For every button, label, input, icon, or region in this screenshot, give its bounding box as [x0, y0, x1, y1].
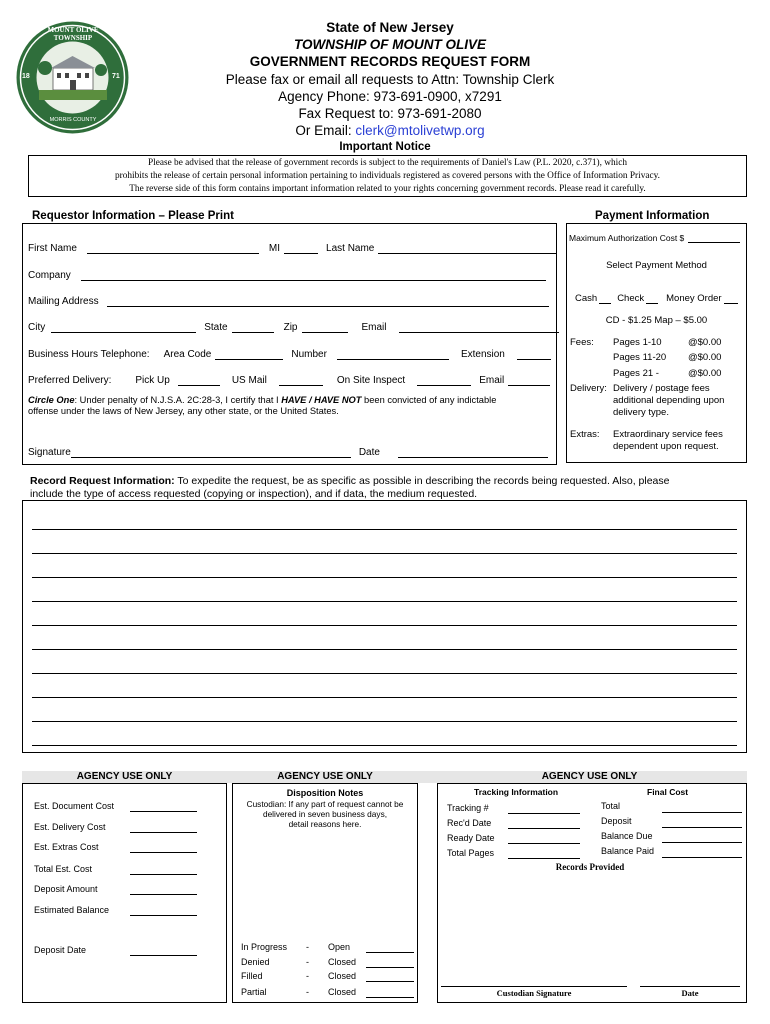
- extras-label: Extras:: [570, 429, 600, 440]
- balance-paid-field[interactable]: [662, 857, 742, 858]
- number-field[interactable]: [337, 348, 449, 360]
- seal-bottom-text: MORRIS COUNTY: [49, 117, 97, 123]
- ready-date-label: Ready Date: [447, 833, 495, 843]
- have-not-option[interactable]: HAVE NOT: [314, 395, 362, 405]
- est-document-cost-field[interactable]: [130, 811, 197, 812]
- payment-title: Payment Information: [595, 210, 710, 222]
- extension-label: Extension: [460, 349, 505, 360]
- max-auth-label: Maximum Authorization Cost $: [569, 233, 685, 243]
- delivery-line-2: additional depending upon: [613, 395, 725, 406]
- disposition-title: Disposition Notes: [286, 788, 364, 798]
- status-dash: -: [306, 957, 309, 967]
- estimated-balance-field[interactable]: [130, 915, 197, 916]
- date-field[interactable]: [398, 446, 548, 458]
- city-row: [28, 321, 563, 333]
- area-code-field[interactable]: [215, 348, 283, 360]
- state-label: State: [204, 322, 228, 333]
- company-label: Company: [28, 270, 71, 281]
- disposition-line-2: delivered in seven business days,: [262, 809, 388, 819]
- mailing-address-field[interactable]: [107, 295, 549, 307]
- status-dash: -: [306, 971, 309, 981]
- signature-label: Signature: [28, 447, 71, 458]
- state-title: State of New Jersey: [326, 20, 454, 35]
- record-request-text-2: include the type of access requested (copying or inspection), and if data, the medium requested.: [30, 488, 478, 500]
- last-name-field[interactable]: [378, 242, 556, 254]
- cert-line-2: offense under the laws of New Jersey, any other state, or the United States.: [28, 406, 339, 416]
- tracking-number-label: Tracking #: [447, 803, 489, 813]
- extension-field[interactable]: [517, 348, 551, 360]
- delivery-label: Delivery:: [570, 383, 607, 394]
- request-line[interactable]: [32, 721, 737, 722]
- on-site-field[interactable]: [417, 374, 471, 386]
- status-closed: Closed: [328, 957, 357, 967]
- status-open-field[interactable]: [366, 952, 414, 953]
- form-title: GOVERNMENT RECORDS REQUEST FORM: [249, 54, 531, 69]
- notice-line-2: prohibits the release of certain personal information pertaining to individuals registered as covered persons with the Office of Information Privacy.: [115, 171, 660, 181]
- estimated-balance-label: Estimated Balance: [34, 905, 110, 915]
- us-mail-label: US Mail: [231, 375, 267, 386]
- request-line[interactable]: [32, 673, 737, 674]
- name-row: [28, 242, 560, 254]
- on-site-label: On Site Inspect: [336, 375, 406, 386]
- est-delivery-cost-label: Est. Delivery Cost: [34, 822, 106, 832]
- city-field[interactable]: [51, 321, 196, 333]
- state-field[interactable]: [232, 321, 274, 333]
- status-partial: Partial: [241, 987, 267, 997]
- first-name-field[interactable]: [87, 242, 259, 254]
- status-in-progress: In Progress: [241, 942, 288, 952]
- notice-line-3: The reverse side of this form contains important information related to your rights concerning government records. Please read it carefully.: [129, 184, 646, 194]
- max-auth-field[interactable]: [688, 229, 740, 243]
- final-deposit-field[interactable]: [662, 827, 742, 828]
- request-line[interactable]: [32, 553, 737, 554]
- request-line[interactable]: [32, 697, 737, 698]
- circle-one-label: Circle One: [28, 395, 75, 405]
- signature-field[interactable]: [71, 446, 351, 458]
- fee-pages-2: Pages 11-20: [613, 352, 667, 363]
- select-payment-method: Select Payment Method: [606, 260, 707, 271]
- deposit-amount-label: Deposit Amount: [34, 884, 98, 894]
- status-closed: Closed: [328, 971, 357, 981]
- recd-date-field[interactable]: [508, 828, 580, 829]
- final-total-label: Total: [601, 801, 621, 811]
- est-extras-cost-label: Est. Extras Cost: [34, 842, 99, 852]
- status-dash: -: [306, 942, 309, 952]
- clerk-email-link[interactable]: clerk@mtolivetwp.org: [355, 123, 485, 138]
- deposit-date-label: Deposit Date: [34, 945, 87, 955]
- requestor-box: [22, 223, 557, 465]
- record-request-box[interactable]: [22, 500, 747, 753]
- balance-paid-label: Balance Paid: [601, 846, 655, 856]
- email-label: Email: [361, 322, 387, 333]
- custodian-date-field[interactable]: [640, 986, 740, 987]
- custodian-signature-label: Custodian Signature: [496, 988, 572, 998]
- email-delivery-label: Email: [479, 375, 505, 386]
- cert-text-a: : Under penalty of N.J.S.A. 2C:28-3, I certify that I: [74, 395, 282, 405]
- city-label: City: [28, 322, 46, 333]
- extras-line-2: dependent upon request.: [613, 441, 719, 452]
- number-label: Number: [291, 349, 327, 360]
- final-cost-title: Final Cost: [647, 787, 689, 797]
- est-extras-cost-field[interactable]: [130, 852, 197, 853]
- mi-field[interactable]: [284, 242, 318, 254]
- fee-pages-1: Pages 1-10: [613, 337, 662, 348]
- township-seal: [15, 20, 130, 135]
- status-dash: -: [306, 987, 309, 997]
- first-name-label: First Name: [28, 243, 77, 254]
- fees-label: Fees:: [570, 337, 594, 348]
- status-partial-field[interactable]: [366, 997, 414, 998]
- certification-text: [28, 395, 496, 405]
- agency-tracking-box: [437, 783, 747, 1003]
- us-mail-field[interactable]: [279, 374, 323, 386]
- business-phone-label: Business Hours Telephone:: [28, 349, 150, 360]
- last-name-label: Last Name: [326, 243, 375, 254]
- fee-price-2: @$0.00: [688, 352, 722, 363]
- pick-up-label: Pick Up: [135, 375, 170, 386]
- status-denied-field[interactable]: [366, 967, 414, 968]
- seal-year-left: 18: [22, 73, 30, 80]
- status-filled: Filled: [241, 971, 263, 981]
- notice-box: [28, 155, 747, 197]
- request-line[interactable]: [32, 529, 737, 530]
- email-field[interactable]: [399, 321, 559, 333]
- record-request-line-1: [30, 475, 669, 487]
- preferred-delivery-label: Preferred Delivery:: [28, 375, 112, 386]
- status-denied: Denied: [241, 957, 270, 967]
- township-title: TOWNSHIP OF MOUNT OLIVE: [294, 37, 486, 52]
- pick-up-field[interactable]: [178, 374, 220, 386]
- cert-slash: /: [306, 395, 315, 405]
- deposit-date-field[interactable]: [130, 955, 197, 956]
- cash-field[interactable]: [599, 290, 611, 304]
- cash-label: Cash: [575, 293, 598, 304]
- est-document-cost-label: Est. Document Cost: [34, 801, 115, 811]
- ready-date-field[interactable]: [508, 843, 580, 844]
- seal-top-text: MOUNT OLIVE TOWNSHIP: [47, 26, 99, 42]
- request-line[interactable]: [32, 601, 737, 602]
- disposition-line-1: Custodian: If any part of request cannot be: [246, 799, 404, 809]
- header-email-line: [200, 123, 580, 138]
- total-pages-field[interactable]: [508, 858, 580, 859]
- status-filled-field[interactable]: [366, 981, 414, 982]
- fee-price-1: @$0.00: [688, 337, 722, 348]
- header-line-3: Fax Request to: 973-691-2080: [298, 106, 482, 121]
- signature-row: [28, 446, 552, 458]
- final-deposit-label: Deposit: [601, 816, 632, 826]
- tracking-number-field[interactable]: [508, 813, 580, 814]
- record-request-title: Record Request Information:: [30, 475, 175, 487]
- total-est-cost-label: Total Est. Cost: [34, 864, 93, 874]
- recd-date-label: Rec'd Date: [447, 818, 492, 828]
- fee-pages-3: Pages 21 -: [613, 368, 659, 379]
- request-line[interactable]: [32, 625, 737, 626]
- custodian-signature-field[interactable]: [441, 986, 627, 987]
- agency-header-2: AGENCY USE ONLY: [277, 771, 373, 782]
- est-delivery-cost-field[interactable]: [130, 832, 197, 833]
- email-prefix: Or Email:: [295, 123, 356, 138]
- header-line-1: Please fax or email all requests to Attn: Township Clerk: [225, 72, 555, 87]
- status-open: Open: [328, 942, 351, 952]
- fee-price-3: @$0.00: [688, 368, 722, 379]
- date-label: Date: [358, 447, 380, 458]
- max-auth-row: [569, 229, 744, 243]
- mailing-address-label: Mailing Address: [28, 296, 99, 307]
- balance-due-label: Balance Due: [601, 831, 653, 841]
- zip-label: Zip: [283, 322, 298, 333]
- company-row: [28, 269, 550, 281]
- status-closed: Closed: [328, 987, 357, 997]
- request-line[interactable]: [32, 745, 737, 746]
- tracking-title: Tracking Information: [474, 787, 559, 797]
- total-pages-label: Total Pages: [447, 848, 495, 858]
- header-line-2: Agency Phone: 973-691-0900, x7291: [278, 89, 502, 104]
- delivery-row: [28, 374, 554, 386]
- delivery-line-1: Delivery / postage fees: [613, 383, 710, 394]
- agency-header-1: AGENCY USE ONLY: [76, 771, 173, 782]
- email-delivery-field[interactable]: [508, 374, 550, 386]
- request-line[interactable]: [32, 649, 737, 650]
- deposit-amount-field[interactable]: [130, 894, 197, 895]
- delivery-line-3: delivery type.: [613, 407, 669, 418]
- request-line[interactable]: [32, 577, 737, 578]
- seal-year-right: 71: [112, 73, 120, 80]
- balance-due-field[interactable]: [662, 842, 742, 843]
- check-label: Check: [617, 293, 645, 304]
- money-order-field[interactable]: [724, 290, 738, 304]
- total-est-cost-field[interactable]: [130, 874, 197, 875]
- extras-line-1: Extraordinary service fees: [613, 429, 723, 440]
- custodian-date-label: Date: [681, 988, 699, 998]
- final-total-field[interactable]: [662, 812, 742, 813]
- zip-field[interactable]: [302, 321, 348, 333]
- company-field[interactable]: [81, 269, 546, 281]
- phone-row: [28, 348, 555, 360]
- disposition-line-3: detail reasons here.: [288, 819, 362, 829]
- notice-title: Important Notice: [339, 141, 431, 153]
- agency-header-3: AGENCY USE ONLY: [541, 771, 638, 782]
- cert-text-b: been convicted of any indictable: [361, 395, 497, 405]
- have-option[interactable]: HAVE: [281, 395, 307, 405]
- mailing-address-row: [28, 295, 553, 307]
- cd-map-price: CD - $1.25 Map – $5.00: [605, 315, 708, 326]
- area-code-label: Area Code: [163, 349, 212, 360]
- mi-label: MI: [268, 243, 281, 254]
- payment-method-row: [575, 290, 742, 304]
- money-order-label: Money Order: [666, 293, 722, 304]
- record-request-text-1: To expedite the request, be as specific as possible in describing the records being requested. Also, please: [174, 475, 670, 487]
- notice-line-1: Please be advised that the release of government records is subject to the requirements of Daniel's Law (P.L. 2020, c.371), which: [147, 158, 628, 168]
- check-field[interactable]: [646, 290, 658, 304]
- records-provided-label: Records Provided: [555, 862, 625, 872]
- requestor-title: Requestor Information – Please Print: [32, 210, 234, 222]
